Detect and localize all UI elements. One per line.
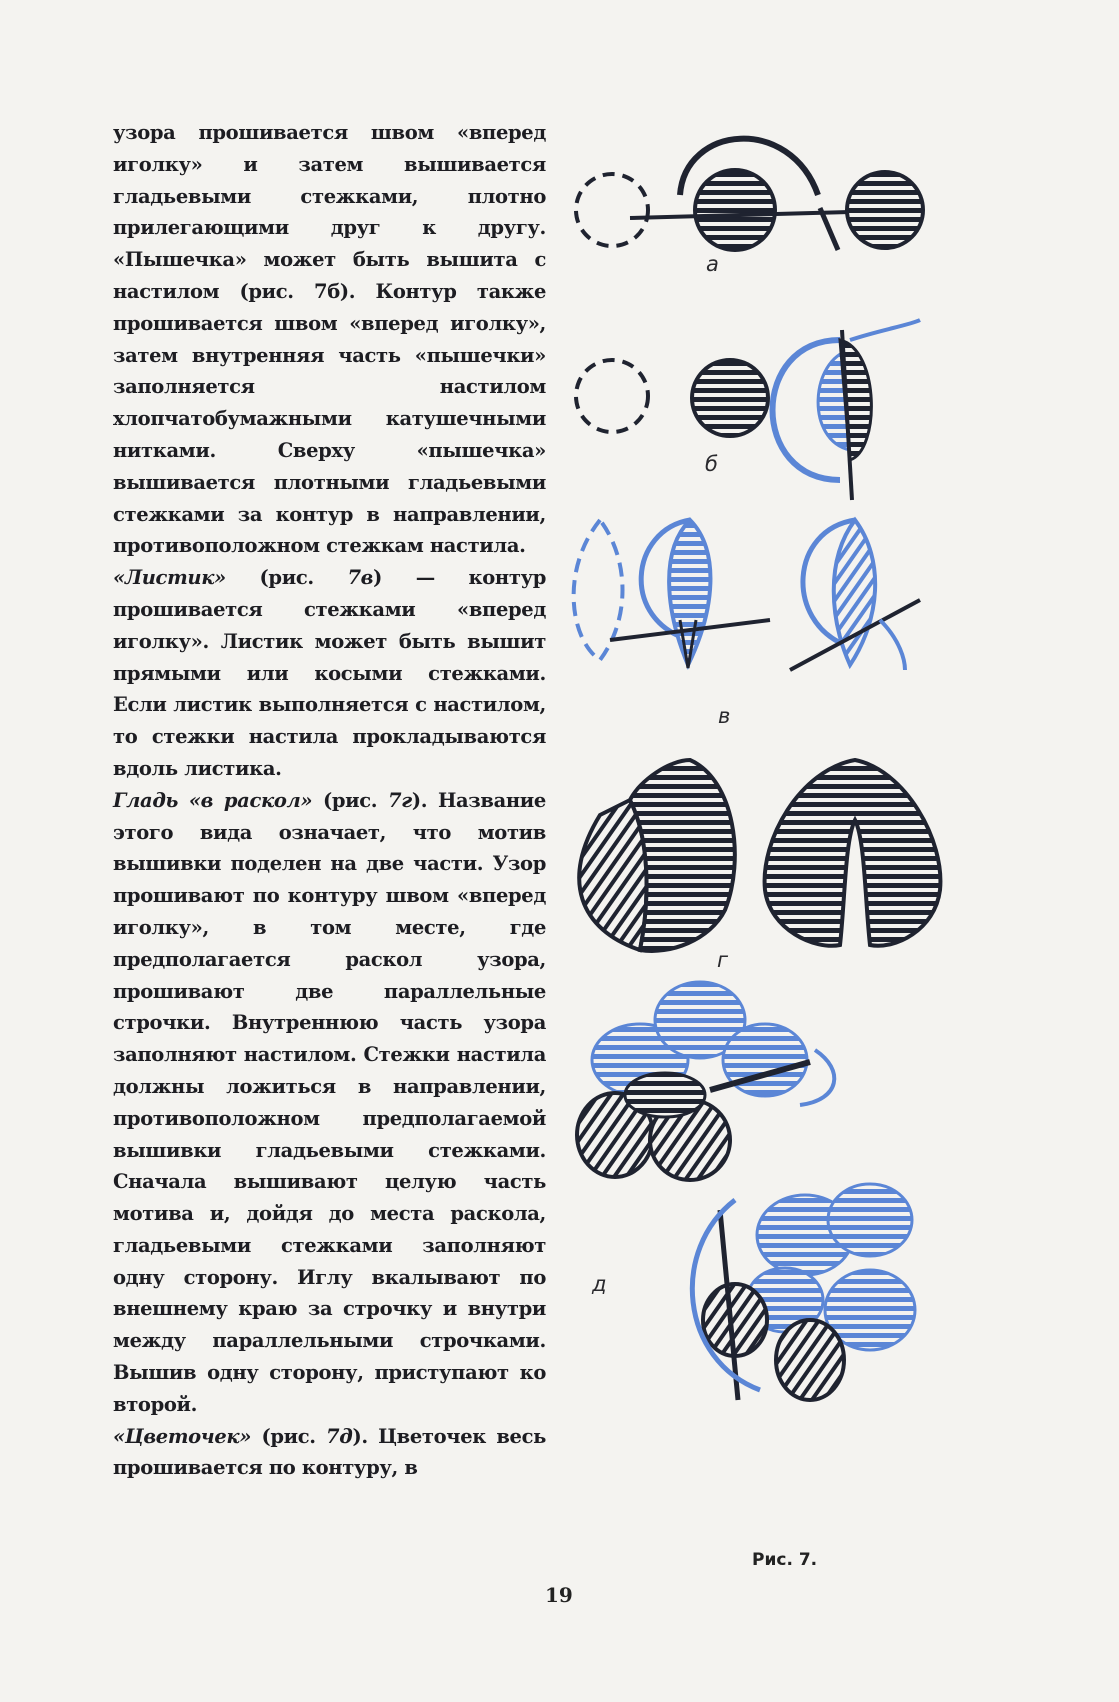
term-listik: «Листик» — [113, 566, 226, 590]
paragraph-glad-v-raskol: Гладь «в раскол» (рис. 7г). Название этого вида означает, что мотив вышивки поделен на две части. Узор прошивают по контуру швом «вперед иголку», в том месте, где предполагается раскол узора, прошивают две параллельные строчки. Внутреннюю часть узора заполняют настилом. Стежки настила должны ложиться в направлении, противоположном предполагаемой вышивки гладьевыми стежками. Сначала вышивают целую часть мотива и, дойдя до места раскола, гладьевыми стежками заполняют одну сторону. Иглу вкалывают по внешнему краю за строчку и внутри между параллельными строчками. Вышив одну сторону, приступают ко второй. — [113, 788, 546, 1416]
figure-7v — [574, 520, 920, 670]
figure-label-b: б — [705, 452, 718, 476]
figure-7-embroidery-illustrations — [560, 100, 1020, 1590]
paragraph-pyshechka: узора прошивается швом «вперед иголку» и затем вышивается гладьевыми стежками, плотно прилегающими друг к другу. «Пышечка» может быть вышита с настилом (рис. 7б). Контур также прошивается швом «вперед иголку», затем внутренняя часть «пышечки» заполняется настилом хлопчатобумажными катушечными нитками. Сверху «пышечка» вышивается плотными гладьевыми стежками за контур в направлении, противоположном стежкам настила. — [113, 121, 546, 558]
figure-7d — [577, 982, 915, 1400]
term-glad-v-raskol: Гладь «в раскол» — [113, 788, 313, 812]
figure-7a — [576, 139, 923, 250]
figure-ref-7v: 7в — [347, 566, 374, 590]
term-tsvetochek: «Цветочек» — [113, 1424, 252, 1448]
paragraph-listik: «Листик» (рис. 7в) — контур прошивается стежками «вперед иголку». Листик может быть вышит прямыми или косыми стежками. Если листик выполняется с настилом, то стежки настила прокладываются вдоль листика. — [113, 566, 546, 780]
embroidery-drawings — [560, 100, 1020, 1590]
figure-ref-7d: 7д — [326, 1424, 353, 1448]
figure-caption: Рис. 7. — [752, 1550, 818, 1570]
figure-label-g: г — [717, 948, 729, 972]
paragraph-tsvetochek: «Цветочек» (рис. 7д). Цветочек весь прошивается по контуру, в — [113, 1424, 546, 1480]
body-text-column — [113, 117, 546, 1484]
figure-ref-7g: 7г — [388, 788, 412, 812]
page-number: 19 — [545, 1583, 573, 1607]
figure-label-d: д — [592, 1272, 607, 1296]
figure-label-a: а — [706, 252, 719, 276]
figure-7g — [579, 760, 940, 951]
figure-label-v: в — [718, 704, 731, 728]
figure-7b — [576, 320, 920, 500]
